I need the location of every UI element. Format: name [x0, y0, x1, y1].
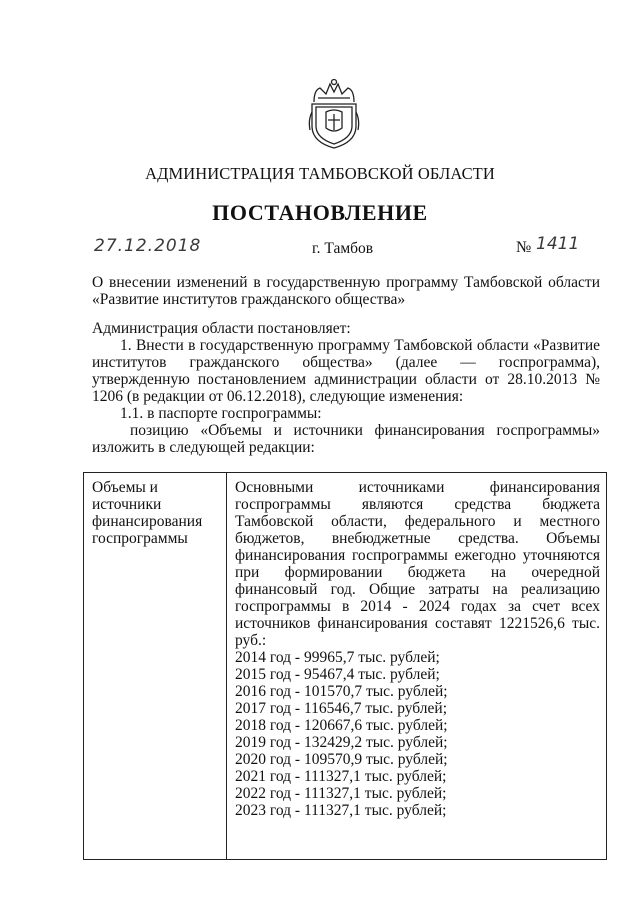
year-line: 2021 год - 111327,1 тыс. рублей;: [235, 768, 447, 785]
document-city: г. Тамбов: [312, 240, 374, 257]
financing-label-cell: Объемы и источники финансирования госпрограммы: [84, 473, 227, 860]
item-1: 1. Внести в государственную программу Тамбовской области «Развитие институтов гражданского общества» (далее — госпрограмма), утвержденную постановлением администрации области от 28.10.2013 № 1206 (в редакции от 06.12.2018), следующие изменения:: [92, 337, 600, 405]
decree-statement: Администрация области постановляет:: [92, 320, 351, 337]
financing-value-cell: [227, 473, 607, 860]
table-row: [84, 473, 607, 860]
document-number: 1411: [536, 234, 580, 254]
coat-of-arms-icon: [306, 76, 362, 152]
document-body: [92, 320, 600, 456]
year-line: 2022 год - 111327,1 тыс. рублей;: [235, 785, 447, 802]
year-line: 2016 год - 101570,7 тыс. рублей;: [235, 683, 448, 700]
year-line: 2014 год - 99965,7 тыс. рублей;: [235, 649, 440, 666]
document-date: 27.12.2018: [94, 236, 202, 256]
year-line: 2023 год - 111327,1 тыс. рублей;: [235, 802, 447, 819]
financing-intro: Основными источниками финансирования госпрограммы являются средства бюджета Тамбовской области, федерального и местного бюджетов, внебюджетные средства. Объемы финансирования госпрограммы ежегодно уточняются при формировании бюджета на очередной финансовый год. Общие затраты на реализацию госпрограммы в 2014 - 2024 годах за счет всех источников финансирования составят 1221526,6 тыс. руб.:: [235, 479, 600, 649]
year-line: 2020 год - 109570,9 тыс. рублей;: [235, 751, 448, 768]
document-number-label: №: [516, 239, 532, 256]
document-type-title: ПОСТАНОВЛЕНИЕ: [212, 200, 428, 225]
position-statement: позицию «Объемы и источники финансирования госпрограммы» изложить в следующей редакции:: [92, 422, 600, 456]
year-line: 2019 год - 132429,2 тыс. рублей;: [235, 734, 448, 751]
financing-table: [83, 472, 607, 860]
item-1-1: 1.1. в паспорте госпрограммы:: [120, 405, 322, 422]
year-line: 2018 год - 120667,6 тыс. рублей;: [235, 717, 448, 734]
year-line: 2017 год - 116546,7 тыс. рублей;: [235, 700, 447, 717]
organization-heading: АДМИНИСТРАЦИЯ ТАМБОВСКОЙ ОБЛАСТИ: [145, 164, 495, 183]
document-subject: О внесении изменений в государственную программу Тамбовской области «Развитие институтов гражданского общества»: [92, 274, 600, 308]
year-line: 2015 год - 95467,4 тыс. рублей;: [235, 666, 440, 683]
